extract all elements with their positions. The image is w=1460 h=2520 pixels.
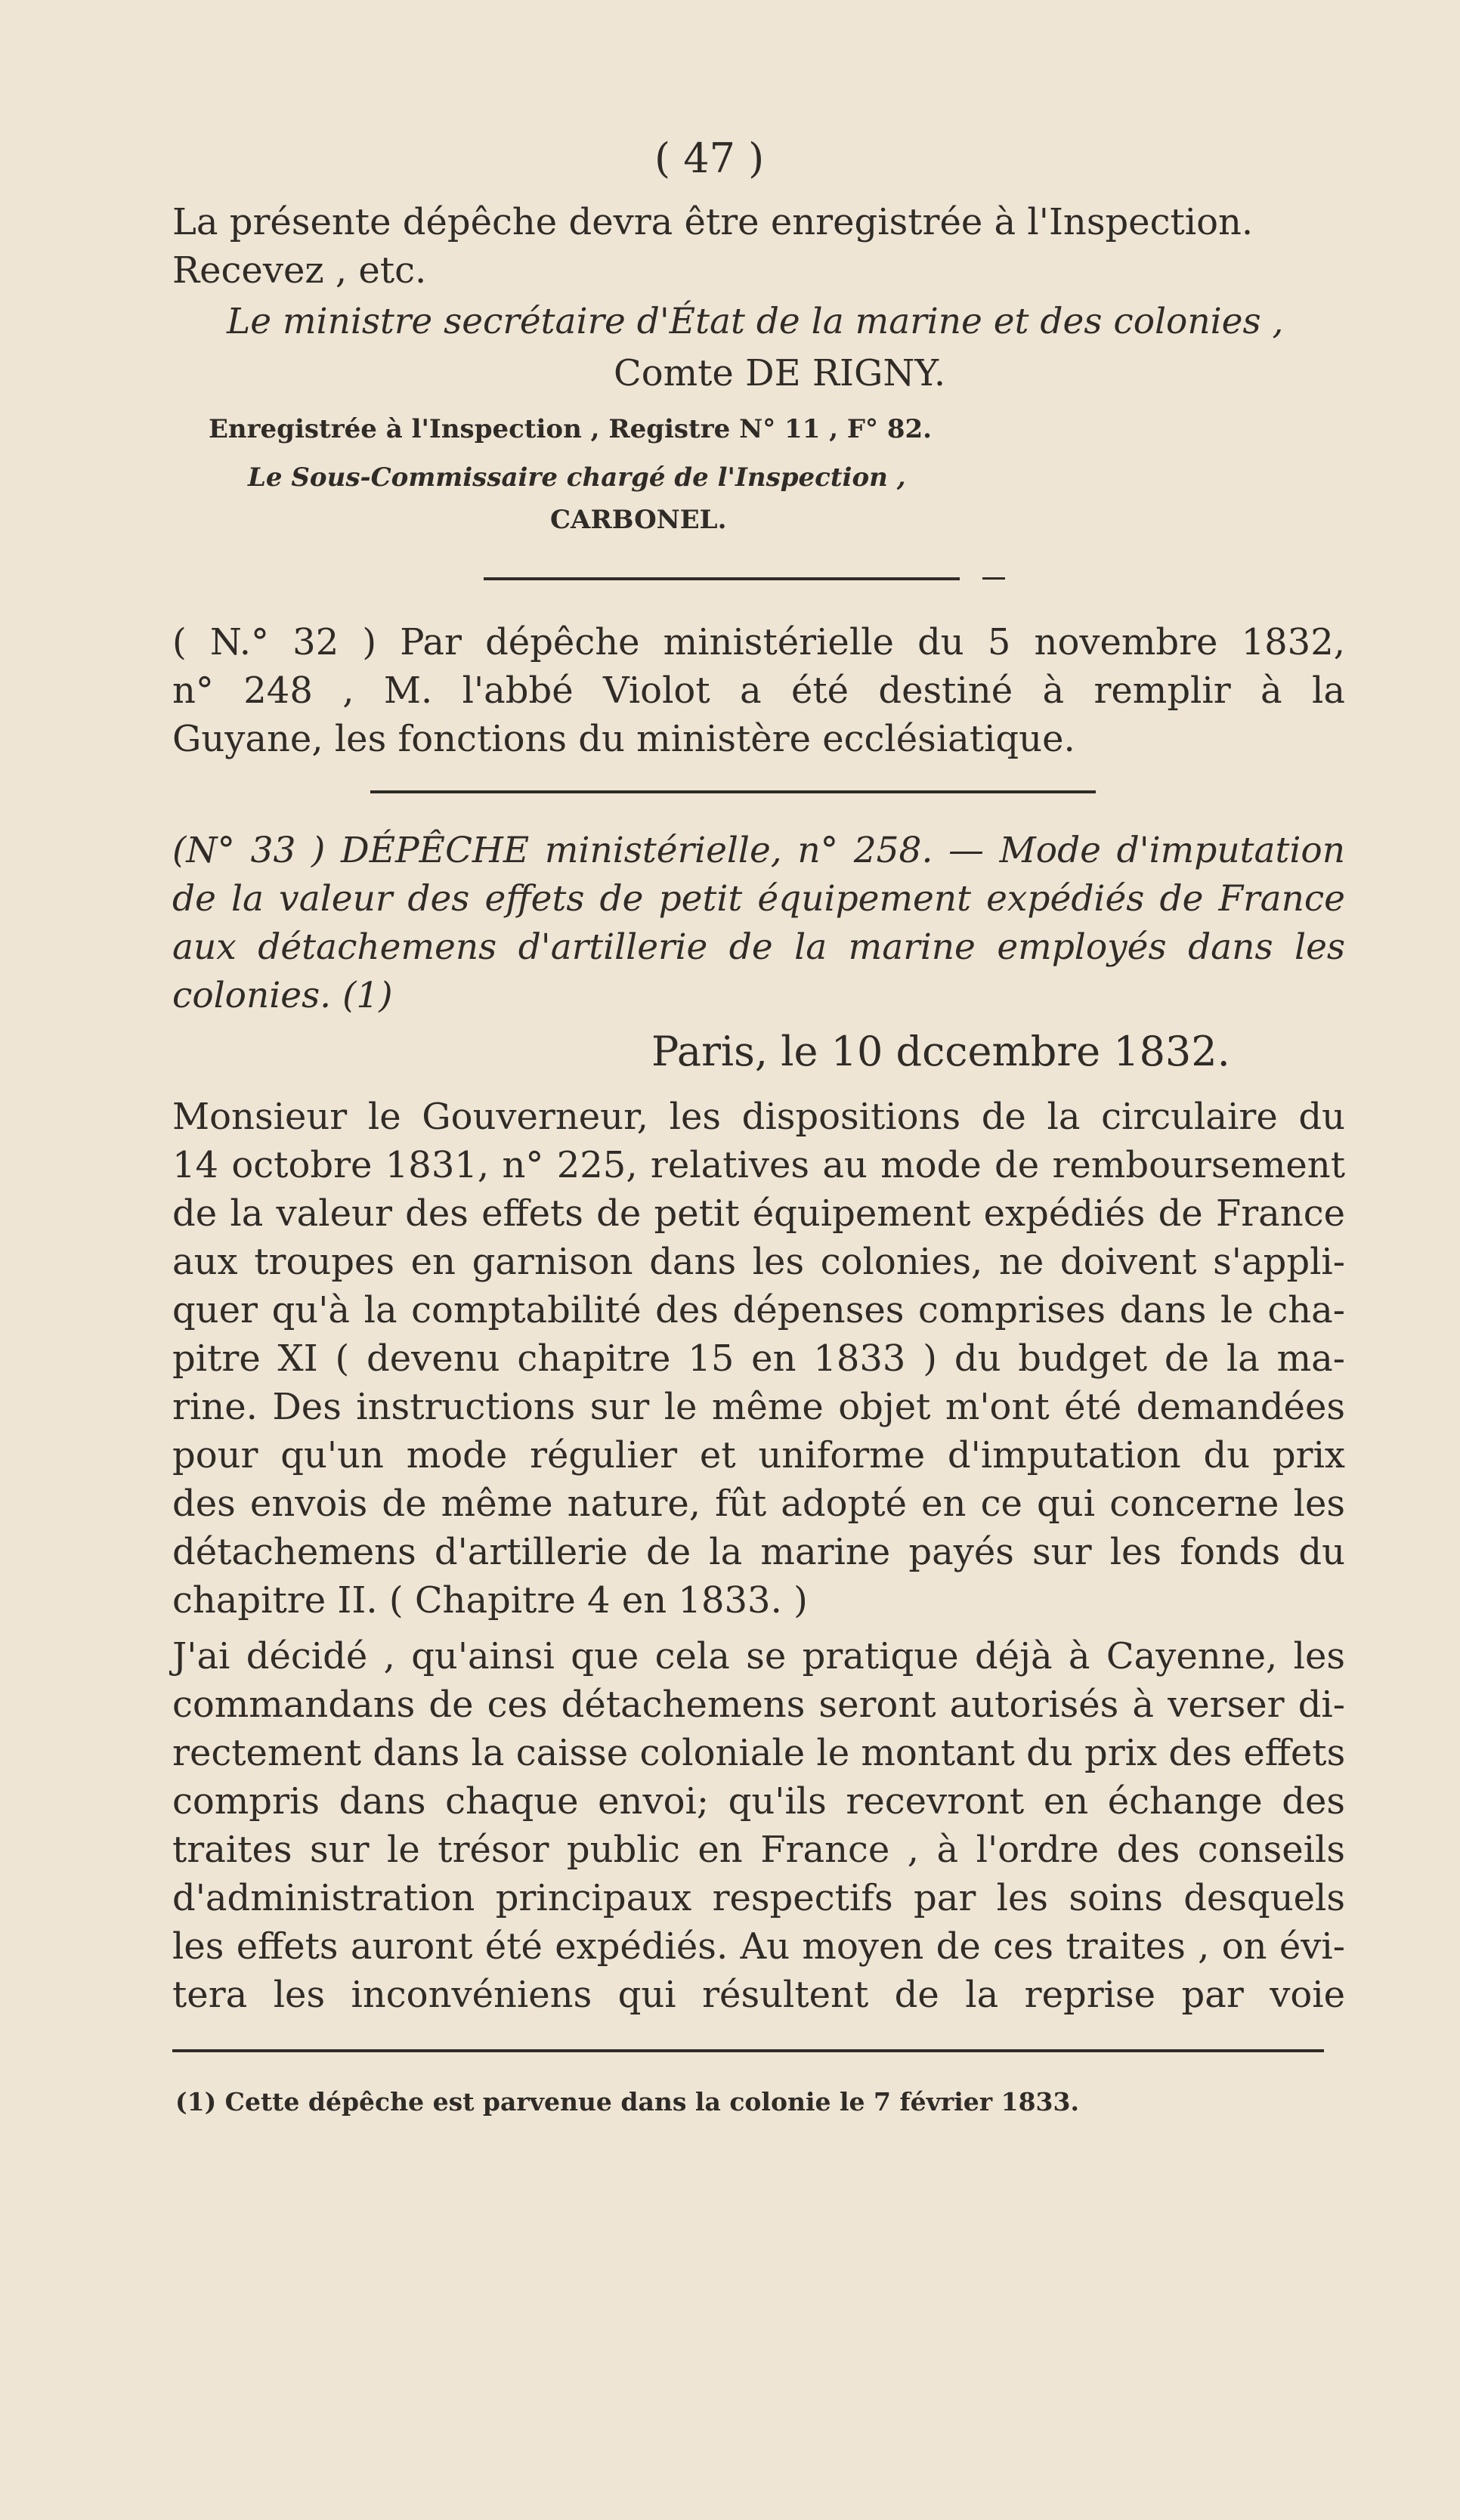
signature-name: Comte DE RIGNY. [614, 352, 946, 394]
footnote-rule [172, 2049, 1324, 2052]
paragraph2-line: compris dans chaque envoi; qu'ils recevront en échange des [172, 1780, 1345, 1823]
paragraph2-line: tera les inconvéniens qui résultent de la reprise par voie [172, 1974, 1345, 2016]
paragraph1-line: aux troupes en garnison dans les colonies, ne doivent s'appli- [172, 1241, 1345, 1283]
signature-title: Le ministre secrétaire d'État de la marine et des colonies , [227, 301, 1284, 342]
paragraph1-line: détachemens d'artillerie de la marine payés sur les fonds du [172, 1531, 1345, 1573]
entry33-header-line-2: de la valeur des effets de petit équipement expédiés de France [172, 878, 1345, 920]
paragraph2-line: d'administration principaux respectifs par les soins desquels [172, 1877, 1345, 1919]
separator-rule [484, 577, 960, 580]
registration-line: Enregistrée à l'Inspection , Registre N° 11 , F° 82. [209, 414, 932, 444]
paragraph2-line: J'ai décidé , qu'ainsi que cela se pratique déjà à Cayenne, les [172, 1635, 1345, 1677]
paragraph1-line: chapitre II. ( Chapitre 4 en 1833. ) [172, 1579, 808, 1622]
paragraph1-line: Monsieur le Gouverneur, les dispositions de la circulaire du [172, 1096, 1345, 1138]
commissaire-title: Le Sous-Commissaire chargé de l'Inspection , [248, 462, 906, 493]
entry32-line-2: n° 248 , M. l'abbé Violot a été destiné à remplir à la [172, 669, 1345, 712]
paragraph1-line: pitre XI ( devenu chapitre 15 en 1833 ) du budget de la ma- [172, 1337, 1345, 1380]
paragraph1-line: rine. Des instructions sur le même objet m'ont été demandées [172, 1386, 1345, 1428]
paragraph2-line: les effets auront été expédiés. Au moyen de ces traites , on évi- [172, 1925, 1345, 1968]
paragraph1-line: de la valeur des effets de petit équipement expédiés de France [172, 1192, 1345, 1235]
closing-line-1: La présente dépêche devra être enregistrée à l'Inspection. [172, 201, 1254, 243]
paragraph2-line: rectement dans la caisse coloniale le montant du prix des effets [172, 1732, 1346, 1774]
paragraph1-line: des envois de même nature, fût adopté en ce qui concerne les [172, 1483, 1345, 1525]
page-number: ( 47 ) [654, 135, 765, 182]
entry33-header-line-4: colonies. (1) [172, 975, 393, 1016]
commissaire-name: CARBONEL. [550, 505, 727, 535]
entry33-header-line-3: aux détachemens d'artillerie de la marine employés dans les [172, 926, 1345, 968]
separator-rule-dash [982, 577, 1005, 580]
footnote: (1) Cette dépêche est parvenue dans la colonie le 7 février 1833. [175, 2087, 1079, 2116]
entry33-header-line-1: (N° 33 ) DÉPÊCHE ministérielle, n° 258. — Mode d'imputation [172, 830, 1345, 871]
entry32-line-3: Guyane, les fonctions du ministère ecclésiatique. [172, 718, 1075, 760]
paragraph1-line: pour qu'un mode régulier et uniforme d'imputation du prix [172, 1434, 1345, 1476]
closing-line-2: Recevez , etc. [172, 249, 427, 292]
paragraph1-line: 14 octobre 1831, n° 225, relatives au mode de remboursement [172, 1144, 1345, 1186]
paragraph2-line: traites sur le trésor public en France , à l'ordre des conseils [172, 1829, 1345, 1871]
paragraph2-line: commandans de ces détachemens seront autorisés à verser di- [172, 1684, 1345, 1726]
dateline: Paris, le 10 dccembre 1832. [651, 1028, 1230, 1075]
entry32-line-1: ( N.° 32 ) Par dépêche ministérielle du 5 novembre 1832, [172, 621, 1345, 663]
paragraph1-line: quer qu'à la comptabilité des dépenses comprises dans le cha- [172, 1289, 1345, 1331]
separator-rule [370, 790, 1096, 793]
